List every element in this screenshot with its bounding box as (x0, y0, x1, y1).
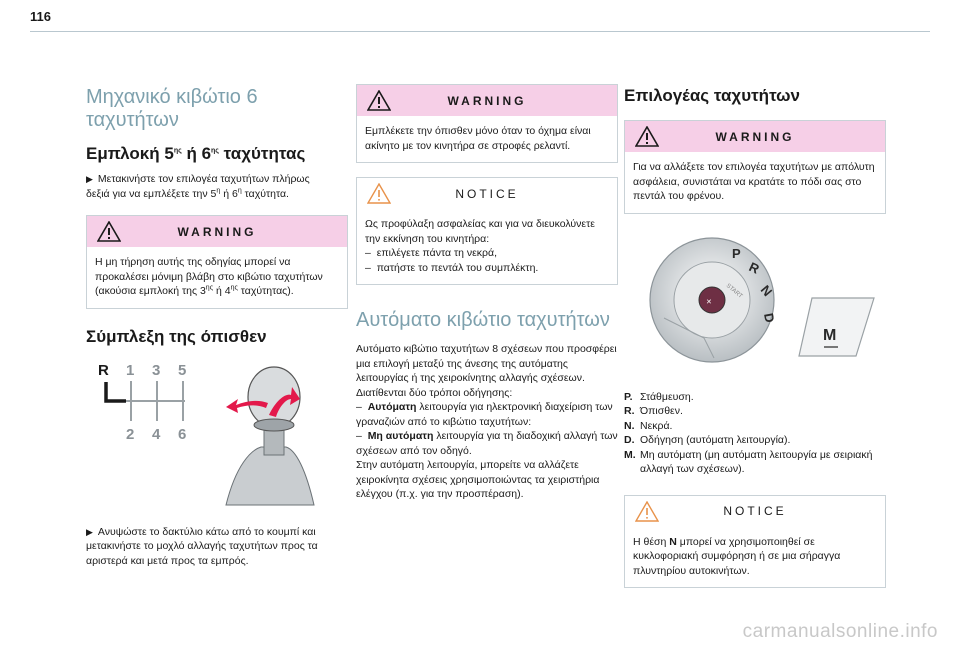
auto-intro: Αυτόματο κιβώτιο ταχυτήτων 8 σχέσεων που προσφέρει μια επιλογή μεταξύ της άνεσης της αυτόματης λειτουργίας ή της χειροκίνητης αλλαγής σχέσεων. (356, 343, 617, 384)
warning-box-selector (624, 120, 886, 214)
warning-triangle-icon (635, 126, 659, 147)
selector-d: D (761, 311, 778, 324)
legend-item-r: R. Όπισθεν. (624, 405, 683, 417)
gear-shift-diagram (86, 355, 348, 515)
gear-2-label: 2 (126, 425, 135, 443)
auto-mode-manual: – Μη αυτόματη λειτουργία για τη διαδοχική αλλαγή των σχέσεων από τον οδηγό. (356, 430, 618, 457)
gear-legend (624, 390, 886, 477)
notice-label: NOTICE (723, 504, 787, 518)
column-1 (86, 44, 348, 568)
gear-4-label: 4 (152, 425, 161, 443)
svg-text:✕: ✕ (706, 298, 712, 306)
gear-r-label: R (98, 361, 109, 379)
selector-p: P (732, 245, 741, 261)
warning-body: Εμπλέκετε την όπισθεν μόνο όταν το όχημα είναι ακίνητο με τον κινητήρα σε στροφές ρελαντί. (365, 125, 591, 152)
notice-box-start (356, 177, 618, 285)
gear-selector-illustration (624, 228, 886, 378)
warning-header (87, 216, 347, 247)
gear-1-label: 1 (126, 361, 135, 379)
heading-gear-selector: Επιλογέας ταχυτήτων (624, 86, 800, 105)
auto-modes-intro: Διατίθενται δύο τρόποι οδήγησης: (356, 386, 513, 399)
gear-5-label: 5 (178, 361, 187, 379)
start-label: START (724, 282, 744, 300)
step-engage-5-6: ▶ Μετακινήστε τον επιλογέα ταχυτήτων πλήρως δεξιά για να εμπλέξετε την $5^\eta$ ή $6^\eta$ ταχύτητα. (86, 173, 310, 200)
selector-r: R (746, 258, 762, 277)
warning-header (357, 85, 617, 116)
notice-body: Η θέση N μπορεί να χρησιμοποιηθεί σε κυκλοφοριακή συμφόρηση ή σε μια σήραγγα πλυντηρίου αυτοκινήτων. (633, 535, 841, 577)
notice-body: Ως προφύλαξη ασφαλείας και για να διευκολύνετε την εκκίνηση του κινητήρα: – επιλέγετε πάντα τη νεκρά, – πατήστε το πεντάλ του συμπλέκτη. (365, 218, 595, 274)
auto-manual-override: Στην αυτόματη λειτουργία, μπορείτε να αλλάζετε χειροκίνητα σχέσεις χρησιμοποιώντας τα χειριστήρια ελέγχου (π.χ. για την προσπέραση). (356, 459, 600, 500)
warning-triangle-icon (97, 221, 121, 242)
notice-triangle-icon (635, 501, 659, 522)
legend-item-d: D. Οδήγηση (αυτόματη λειτουργία). (624, 434, 791, 446)
warning-body: Η μη τήρηση αυτής της οδηγίας μπορεί να προκαλέσει μόνιμη βλάβη στο κιβώτιο ταχυτήτων (ακούσια εμπλοκή της $3^{\eta\varsigma}$ ή $4^{\eta\varsigma}$ ταχύτητας). (95, 256, 323, 297)
selector-m: M (823, 326, 837, 344)
column-3 (624, 44, 886, 602)
warning-label: WARNING (715, 129, 795, 144)
warning-box-reverse (356, 84, 618, 163)
warning-header (625, 121, 885, 152)
start-button (699, 287, 725, 313)
warning-label: WARNING (177, 224, 257, 239)
auto-mode-automatic: – Αυτόματη λειτουργία για ηλεκτρονική διαχείριση των γραναζιών από το κιβώτιο ταχυτήτων: (356, 401, 613, 428)
step-engage-reverse: ▶ Ανυψώστε το δακτύλιο κάτω από το κουμπί και μετακινήστε το μοχλό αλλαγής ταχυτήτων προς τα αριστερά και μετά προς τα εμπρός. (86, 525, 318, 567)
legend-item-n: N. Νεκρά. (624, 419, 673, 432)
warning-box-gearbox (86, 215, 348, 309)
page-number: 116 (30, 9, 51, 24)
top-rule (30, 31, 930, 32)
warning-triangle-icon (367, 90, 391, 111)
heading-reverse: Σύμπλεξη της όπισθεν (86, 326, 267, 346)
arrow-icon: ▶ (86, 174, 93, 184)
heading-engage-5-6: Εμπλοκή $5^{\eta\varsigma}$ ή $6^{\eta\varsigma}$ ταχύτητας (86, 144, 306, 163)
warning-label: WARNING (447, 93, 527, 108)
gear-3-label: 3 (152, 361, 161, 379)
notice-header (625, 496, 885, 527)
notice-label: NOTICE (455, 186, 519, 201)
section-title-automatic-gearbox: Αυτόματο κιβώτιο ταχυτήτων (356, 309, 610, 331)
arrow-icon: ▶ (86, 526, 93, 537)
watermark: carmanualsonline.info (742, 621, 938, 642)
legend-item-m: M. Μη αυτόματη (μη αυτόματη λειτουργία με σειριακή αλλαγή των σχέσεων). (624, 448, 873, 475)
gear-6-label: 6 (178, 425, 187, 443)
gear-lever-illustration (226, 367, 314, 505)
manual-mode-button (799, 298, 874, 356)
selector-n: N (757, 281, 776, 299)
warning-body: Για να αλλάξετε τον επιλογέα ταχυτήτων με απόλυτη ασφάλεια, συνιστάται να κρατάτε το πόδι σας στο πεντάλ του φρένου. (633, 161, 875, 202)
notice-header (357, 178, 617, 209)
section-title-manual-gearbox: Μηχανικό κιβώτιο 6 ταχυτήτων (86, 86, 258, 131)
column-2 (356, 44, 618, 502)
notice-box-neutral (624, 495, 886, 589)
legend-item-p: P. Στάθμευση. (624, 390, 694, 403)
notice-triangle-icon (367, 183, 391, 204)
